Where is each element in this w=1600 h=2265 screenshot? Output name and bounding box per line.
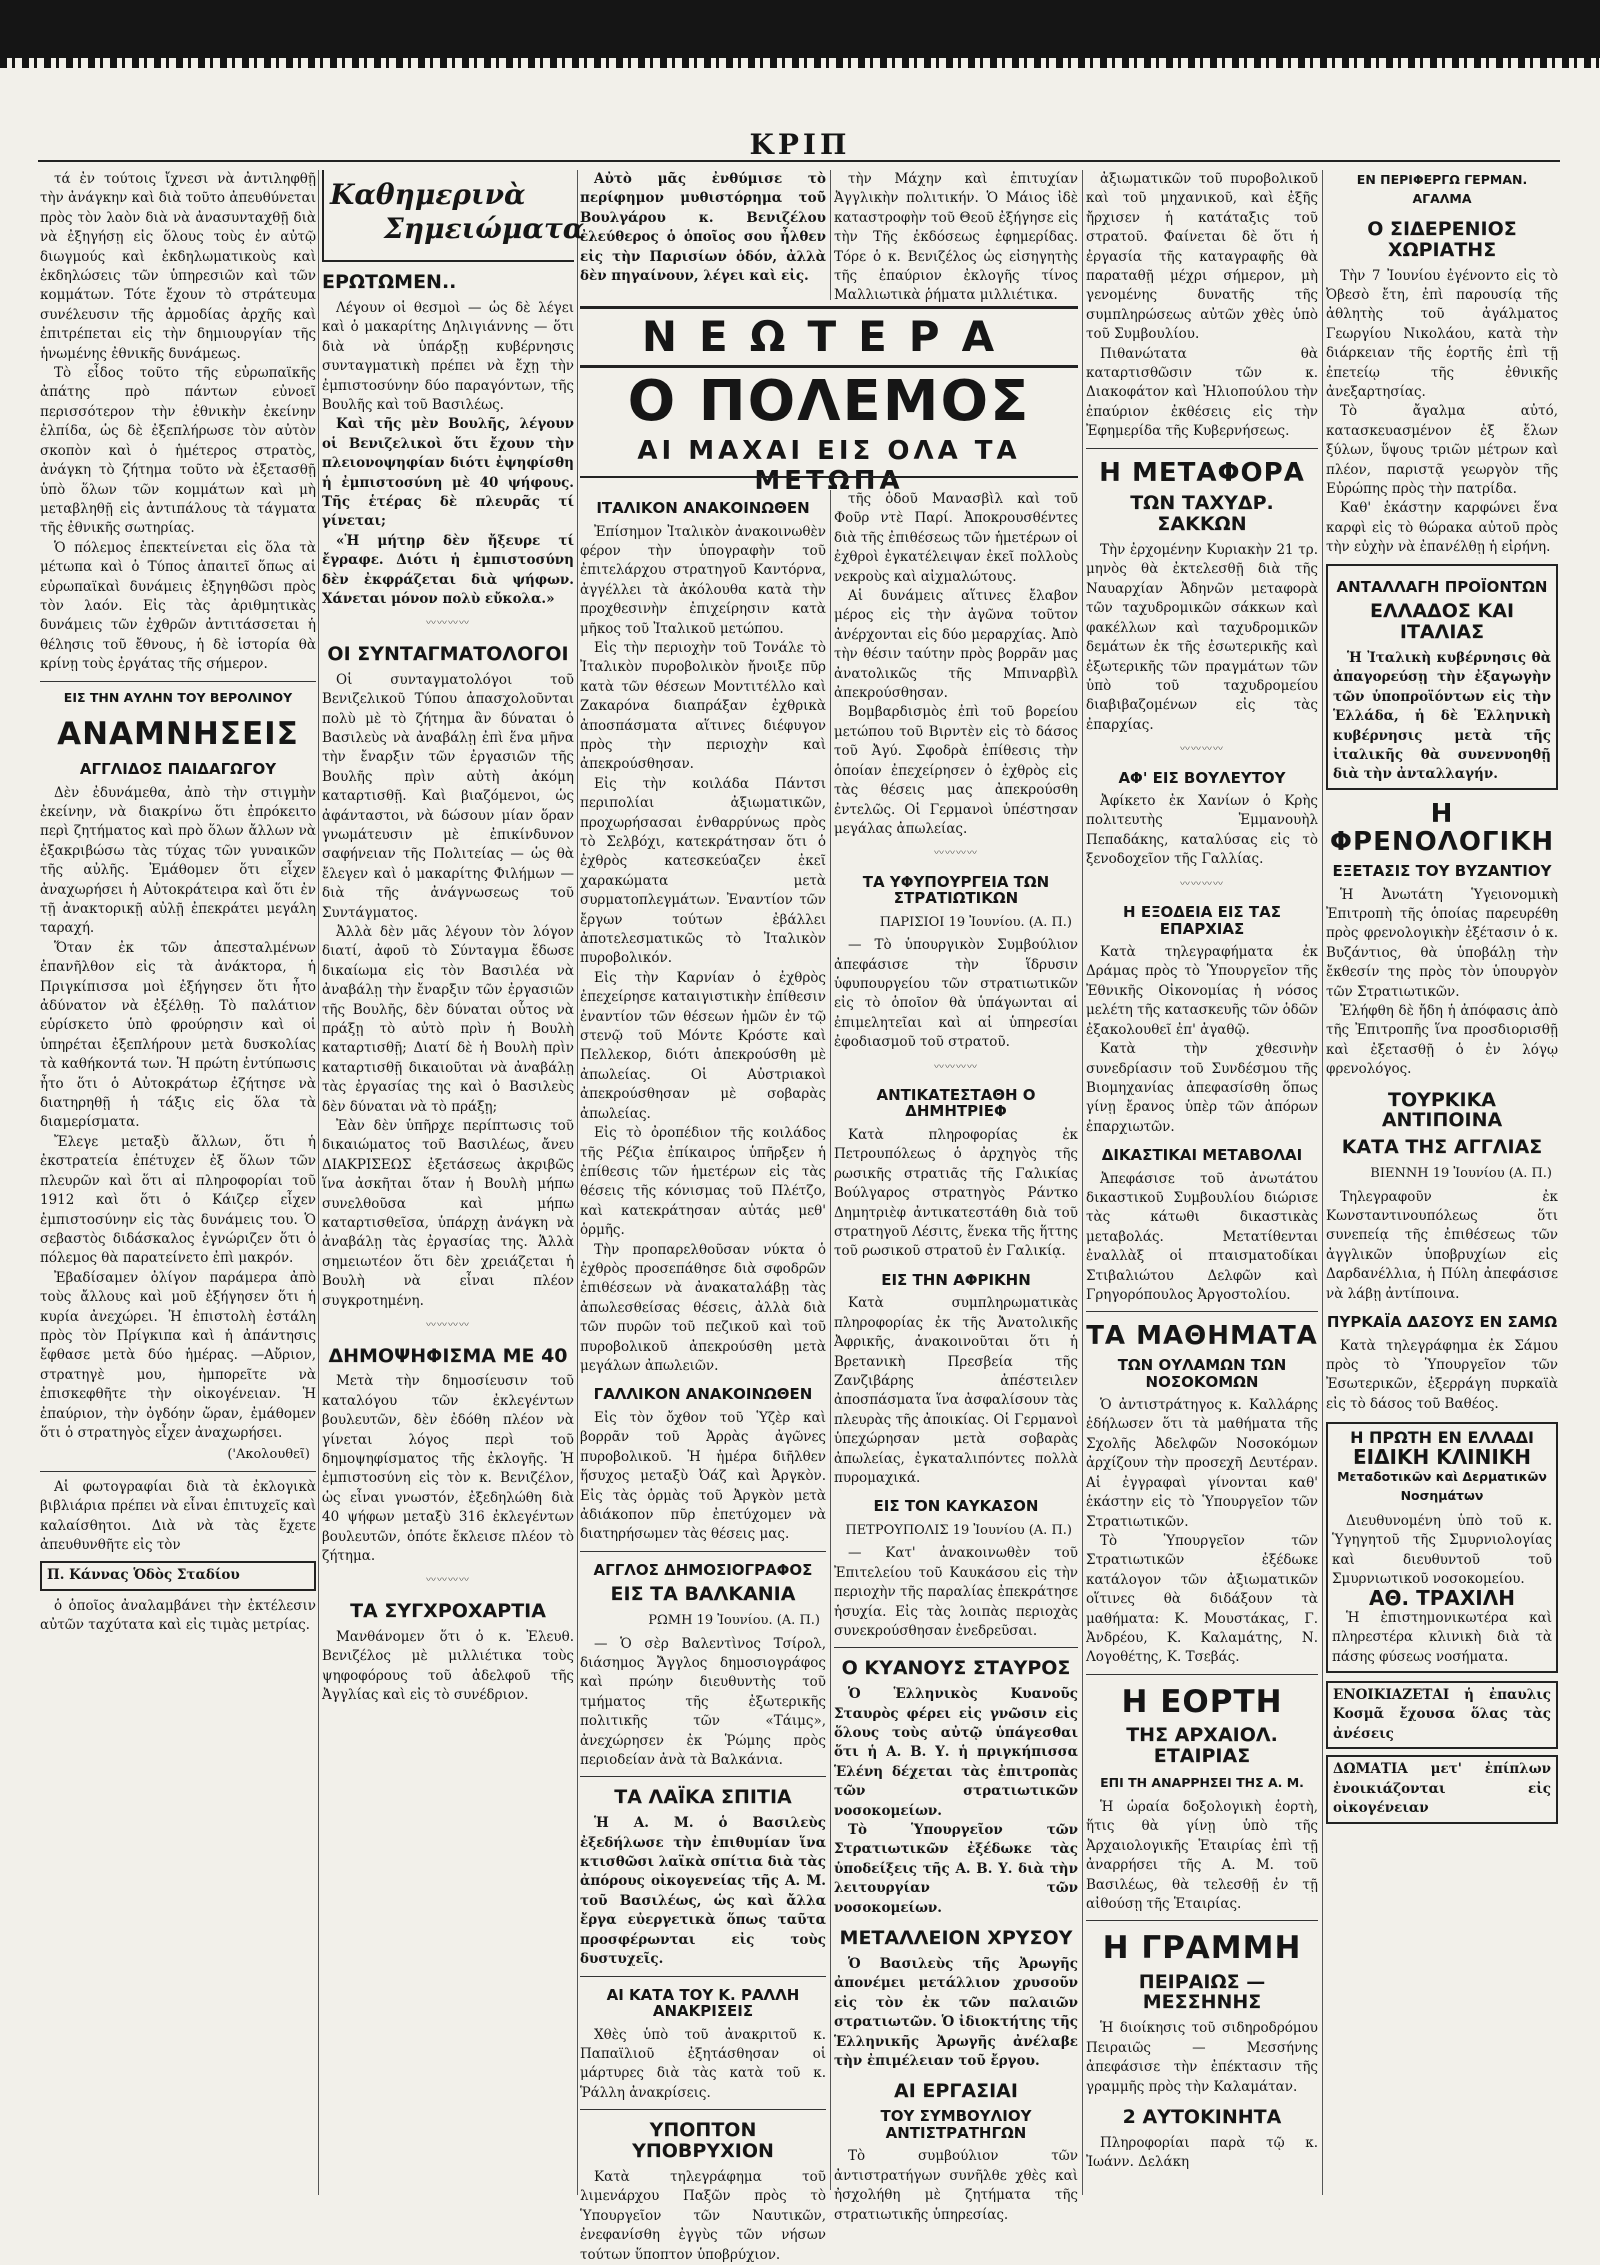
headline-investigation: ΑΙ ΚΑΤΑ ΤΟΥ Κ. ΡΑΛΛΗ ΑΝΑΚΡΙΣΕΙΣ	[606, 1985, 800, 2020]
column-4	[834, 490, 1078, 2223]
article-paragraph: Ὁ Βασιλεὺς τῆς Ἀρωγῆς ἀπονέμει μετάλλιον χρυσοῦν εἰς τὸν ἐκ τῶν παλαιῶν στρατιωτῶν. Ὁ ἰδιοκτήτης τῆς Ἑλληνικῆς Ἀρωγῆς ἀνέλαβε τὴν ἐπιμέλειαν τοῦ ἔργου.	[834, 1955, 1078, 2069]
article-paragraph: Ὁ πόλεμος ἐπεκτείνεται εἰς ὅλα τὰ μέτωπα καὶ ὁ Τύπος ἀπαιτεῖ ὅπως αἱ εὐρωπαϊκαὶ δυνάμεις ἐξηγηθῶσι πρὸς τὸν λαόν. Εἰς τὰς ἀριθμητικὰς δυνάμεις τῶν ἐχθρῶν ἀντιτάσσεται ἡ θέλησις τοῦ ἔθνους, ἡ δὲ ἱστορία θὰ κρίνῃ τοὺς ἐργάτας τῆς σήμερον.	[40, 539, 316, 673]
headline-fire: ΠΥΡΚΑΪΑ ΔΑΣΟΥΣ ΕΝ ΣΑΜΩ	[1326, 1313, 1558, 1332]
column-6	[1326, 170, 1558, 2190]
masthead	[0, 128, 1600, 162]
divider	[580, 2109, 826, 2110]
article-paragraph: Εἰς τὸν ὄχθον τοῦ Ὑζὲρ καὶ βορρᾶν τοῦ Ἀρρὰς ἀγῶνες πυροβολικοῦ. Ἡ ἡμέρα διῆλθεν ἥσυχος μεταξὺ Ὀάζ καὶ Ἀργκὸν. Εἰς τὰς ὁρμὰς τοῦ Ἀργκὸν μετὰ ἀδιάκοπον πῦρ ἐπετύχομεν νὰ διατηρήσωμεν τὰς θέσεις μας.	[580, 1409, 826, 1543]
subheadline: ΕΞΕΤΑΣΙΣ ΤΟΥ ΒΥΖΑΝΤΙΟΥ	[1332, 862, 1552, 880]
headline-memoirs: ΑΝΑΜΝΗΣΕΙΣ	[57, 715, 299, 752]
article-paragraph: Κατὰ πληροφορίας ἐκ Πετρουπόλεως ὁ ἀρχηγὸς τῆς ρωσικῆς στρατιᾶς τῆς Γαλικίας Βούλγαρος στρατηγὸς Ράντκο Δημητριὲφ ἀντικατεστάθη διὰ τοῦ στρατηγοῦ Λέσιτς, ἕνεκα τῆς ἥττης τοῦ ρωσικοῦ στρατοῦ ἐν Γαλικίᾳ.	[834, 1126, 1078, 1260]
headline-referendum: ΔΗΜΟΨΗΦΙΣΜΑ ΜΕ 40	[328, 1344, 568, 1367]
feature-title-line1: Καθημερινὰ	[330, 178, 526, 211]
column-1	[40, 170, 316, 2190]
banner-subheadline: ΑΙ ΜΑΧΑΙ ΕΙΣ ΟΛΑ ΤΑ ΜΕΤΩΠΑ	[637, 436, 1021, 496]
headline-houses: ΤΑ ΛΑΪΚΑ ΣΠΙΤΙΑ	[614, 1786, 792, 1809]
separator: 〰〰〰〰	[934, 848, 978, 860]
column-2	[322, 170, 585, 2190]
page-header: ΚΡΙΠ	[749, 128, 851, 161]
subheadline: ΕΛΛΑΔΟΣ ΚΑΙ ΙΤΑΛΙΑΣ	[1369, 600, 1515, 644]
article-paragraph: Καὶ τῆς μὲν Βουλῆς, λέγουν οἱ Βενιζελικοὶ ὅτι ἔχουν τὴν πλειονοψηφίαν διότι ἐψηφίσθη ἡ ἐμπιστοσύνη μὲ 40 ψήφους. Τῆς ἑτέρας δὲ πλευρᾶς τί γίνεται;	[322, 416, 574, 530]
continued-note: ('Ακολουθεῖ)	[227, 1447, 310, 1463]
banner-rule	[580, 476, 1078, 478]
headline-caucasus: ΕΙΣ ΤΟΝ ΚΑΥΚΑΣΟΝ	[873, 1497, 1039, 1516]
article-paragraph: Κατὰ τηλεγράφημα ἐκ Σάμου πρὸς τὸ Ὑπουργεῖον τῶν Ἐσωτερικῶν, ἐξερράγη πυρκαϊὰ εἰς τὸ δάσος τοῦ Βαθέος.	[1326, 1337, 1558, 1412]
separator: 〰〰〰〰	[1180, 878, 1224, 890]
headline-french-communique: ΓΑΛΛΙΚΟΝ ΑΝΑΚΟΙΝΩΘΕΝ	[593, 1385, 813, 1404]
article-paragraph: Εἰς τὴν Καρνίαν ὁ ἐχθρὸς ἐπεχείρησε καταιγιστικὴν ἐπίθεσιν ἐναντίον τῶν θέσεων ἡμῶν ἐν τῷ στενῷ τοῦ Μόντε Κρόστε καὶ Πελλεκορ, διότι ἀπεκρούσθη μὲ ἀπωλείας. Οἱ Αὐστριακοὶ ἀπεκρούσθησαν μὲ σοβαρὰς ἀπωλείας.	[580, 969, 826, 1122]
subheadline: ΕΠΙ ΤΗ ΑΝΑΡΡΗΣΕΙ ΤΗΣ Α. Μ.	[1100, 1774, 1304, 1790]
headline-provinces: Η ΕΞΟΔΕΙΑ ΕΙΣ ΤΑΣ ΕΠΑΡΧΙΑΣ	[1123, 903, 1281, 938]
divider	[580, 1551, 826, 1552]
headline-phrenology: Η ΦΡΕΝΟΛΟΓΙΚΗ	[1329, 798, 1555, 858]
separator: 〰〰〰〰	[934, 1061, 978, 1073]
headline-celebration: Η ΕΟΡΤΗ	[1121, 1683, 1283, 1720]
headline-cars: 2 ΑΥΤΟΚΙΝΗΤΑ	[1122, 2105, 1282, 2128]
article-paragraph: Εἰς τὴν κοιλάδα Πάντσι περιπολίαι ἀξιωματικῶν, προχωρήσασαι ἐνθαρρύνως πρὸς τὸ Σελβόχι, κατεκράτησαν ὅτι ὁ ἐχθρὸς κατεσκεύαζεν ἐκεῖ χαρακώματα μετὰ συρματοπλεγμάτων. Ἐναντίον τῶν ἔργων τούτων ἐβάλλει ἀποτελεσματικῶς τὸ Ἰταλικὸν πυροβολικόν.	[580, 775, 826, 967]
dateline: ΡΩΜΗ 19 Ἰουνίου. (Α. Π.)	[648, 1613, 820, 1629]
ad-headline: Η ΠΡΩΤΗ ΕΝ ΕΛΛΑΔΙ	[1350, 1428, 1534, 1448]
column-3	[580, 490, 826, 2263]
classified-ad: ΔΩΜΑΤΙΑ μετ' ἐπίπλων ἐνοικιάζονται εἰς οἰκογένειαν	[1326, 1755, 1558, 1823]
subheadline: ΤΩΝ ΟΥΛΑΜΩΝ ΤΩΝ ΝΟΣΟΚΟΜΩΝ	[1117, 1356, 1287, 1391]
separator: 〰〰〰〰	[426, 1575, 470, 1587]
article-paragraph: Πληροφορίαι παρὰ τῷ κ. Ἰωάνν. Δελάκη	[1086, 2134, 1318, 2171]
article-paragraph: Ἡ διοίκησις τοῦ σιδηροδρόμου Πειραιῶς — Μεσσήνης ἀπεφάσισε τὴν ἐπέκτασιν τῆς γραμμῆς πρὸς τὴν Καλαμάταν.	[1086, 2020, 1318, 2095]
article-paragraph: τὴν Μάχην καὶ ἐπιτυχίαν Ἀγγλικὴν πολιτικήν. Ὁ Μάιος ἰδὲ καταστροφὴν τοῦ Θεοῦ ἐξήγησε εἰς τὴν Τῆς ἐκδόσεως ἐφημερίδας. Τόρε ὁ κ. Βενιζέλος ὡς εἰσηγητὴς τῆς ἐπαύριον ἐκλογῆς τίνος Μαλλιωτικὰ ῥήματα μιλλιέτικα.	[834, 171, 1078, 304]
headline-africa: ΕΙΣ ΤΗΝ ΑΦΡΙΚΗΝ	[881, 1270, 1031, 1289]
article-paragraph: Ἡ Ἀνωτάτη Ὑγειονομικὴ Ἐπιτροπὴ τῆς ὁποίας παρευρέθη πρὸς φρενολογικὴν ἐξέτασιν ὁ κ. Βυζάντιος, θὰ ὑποβάλῃ τὴν ἔκθεσίν της πρὸς τὸν ὑπουργὸν τῶν Στρατιωτικῶν.	[1326, 886, 1558, 1000]
article-paragraph: Κατὰ τὴν χθεσινὴν συνεδρίασιν τοῦ Συνδέσμου τῆς Βιομηχανίας ἀπεφασίσθη ὅπως γίνῃ ἔρανος ὑπὲρ τῶν ἀπόρων ἐπαρχιωτῶν.	[1086, 1041, 1318, 1135]
article-paragraph: — Τὸ ὑπουργικὸν Συμβούλιον ἀπεφάσισε τὴν ἵδρυσιν ὑφυπουργείου τῶν στρατιωτικῶν εἰς τὸ ὁποῖον θὰ ὑπάγωνται αἱ ἐπιμελητεῖαι καὶ αἱ ὑπηρεσίαι ἐφοδιασμοῦ τοῦ στρατοῦ.	[834, 937, 1078, 1051]
subheadline: ΤΗΣ ΑΡΧΑΙΟΛ. ΕΤΑΙΡΙΑΣ	[1126, 1723, 1278, 1767]
dateline: ΒΙΕΝΝΗ 19 Ἰουνίου (Α. Π.)	[1370, 1166, 1552, 1182]
separator: 〰〰〰〰	[1180, 744, 1224, 756]
subheadline: ΚΑΤΑ ΤΗΣ ΑΓΓΛΙΑΣ	[1341, 1136, 1543, 1159]
article-paragraph: Δὲν ἐδυνάμεθα, ἀπὸ τὴν στιγμὴν ἐκείνην, νὰ διακρίνω ὅτι ἐπρόκειτο περὶ ζητήματος καὶ πρὸ ὅλων ἄλλων νὰ ἐξακριβώσω τὰς τύχας τῶν γυναικῶν τῆς αὐλῆς. Ἐμάθομεν ὅτι εἶχεν ἀναχωρήσει ἡ Αὐτοκράτειρα καὶ ὅτι ἐν τῇ ἀνακτορικῇ αὐλῇ ἐπεκράτει μεγάλη ταραχή.	[40, 784, 316, 937]
headline-lessons: ΤΑ ΜΑΘΗΜΑΤΑ	[1086, 1321, 1318, 1352]
ad-text: Αἱ φωτογραφίαι διὰ τὰ ἐκλογικὰ βιβλιάρια πρέπει νὰ εἶναι ἐπιτυχεῖς καὶ καλαίσθητοι. Διὰ νὰ τὰς ἔχετε ἀπευθυνθῆτε εἰς τὸν	[40, 1478, 316, 1553]
column-5	[1086, 170, 1318, 2190]
article-paragraph: Ἡ Α. Μ. ὁ Βασιλεὺς ἐξεδήλωσε τὴν ἐπιθυμίαν ἵνα κτισθῶσι λαϊκὰ σπίτια διὰ τὰς ἀπόρους οἰκογενείας τῆς Α. Μ. τοῦ Βασιλέως, ὡς καὶ ἄλλα ἔργα εὐεργετικὰ ὅπως ταῦτα προσφέρωνται εἰς τοὺς δυστυχεῖς.	[580, 1815, 826, 1968]
headline-transport: Η ΜΕΤΑΦΟΡΑ	[1099, 457, 1305, 488]
headline-iron-peasant: Ο ΣΙΔΕΡΕΝΙΟΣ ΧΩΡΙΑΤΗΣ	[1367, 217, 1517, 261]
article-paragraph: Ἡ Ἰταλικὴ κυβέρνησις θὰ ἀπαγορεύσῃ τὴν ἐξαγωγὴν τῶν ὑποπροϊόντων εἰς τὴν Ἑλλάδα, ἡ δὲ Ἑλληνικὴ κυβέρνησις μετὰ τῆς ἰταλικῆς θὰ συνεννοηθῇ διὰ τὴν ἀνταλλαγήν.	[1333, 649, 1551, 783]
article-paragraph: Ὁ Ἑλληνικὸς Κυανοῦς Σταυρὸς φέρει εἰς γνῶσιν εἰς ὅλους τοὺς αὐτῷ ὑπάγεσθαι ὅτι ἡ Α. Β. Υ. ἡ πριγκήπισσα Ἑλένη δέχεται τὰς ἐπιτροπὰς τῶν στρατιωτικῶν νοσοκομείων.	[834, 1686, 1078, 1819]
article-paragraph: Εἰς τὴν περιοχὴν τοῦ Τονάλε τὸ Ἰταλικὸν πυροβολικὸν ἤνοιξε πῦρ κατὰ τῶν θέσεων Μοντιτέλλο καὶ Ζακαρόνα διαπράξαν ἐχθρικὰ ἀποσπάσματα αἵτινες διέφυγον πρὸς τὴν περιοχὴν καὶ ἀπεκρούσθησαν.	[580, 639, 826, 773]
article-paragraph: Ἀπεφάσισε τοῦ ἀνωτάτου δικαστικοῦ Συμβουλίου διώρισε τὰς κάτωθι δικαστικὰς μεταβολάς. Μετατίθενται ἐναλλὰξ οἱ πταισματοδίκαι Στιβαλιώτου Δελφῶν καὶ Γρηγορόπουλος Ἀργοστολίου.	[1086, 1170, 1318, 1304]
article-paragraph: Τὸ συμβούλιον τῶν ἀντιστρατήγων συνῆλθε χθὲς καὶ ἠσχολήθη μὲ ζητήματα τῆς στρατιωτικῆς ὑπηρεσίας.	[834, 2148, 1078, 2223]
article-paragraph: Ἐβαδίσαμεν ὀλίγον παράμερα ἀπὸ τοὺς ἄλλους καὶ μοῦ ἐξήγησεν ὅτι ἡ κυρία ἀνεχώρει. Ἡ ἐπιστολὴ ἐστάλη πρὸς τὸν Πρίγκιπα καὶ ἡ ἀπάντησις ἔφθασε μετὰ δύο ἡμέρας. —Αὔριον, στρατηγὲ μου, ἠμπορεῖτε νὰ ἐπισκεφθῆτε τὴν οἰκογένειαν. Ἡ ἐπαύριον, τὴν ὀγδόην ὥραν, ἐμάθομεν ὅτι ὁ στρατηγὸς εἶχεν ἀναχωρήσει.	[40, 1269, 316, 1441]
article-paragraph: «Ἡ μήτηρ δὲν ἤξευρε τί ἔγραφε. Διότι ἡ ἐμπιστοσύνη δὲν ἐκφράζεται διὰ ψήφων. Χάνεται μόνον πολὺ εὔκολα.»	[322, 532, 574, 607]
headline-balkans: ΕΙΣ ΤΑ ΒΑΛΚΑΝΙΑ	[610, 1583, 796, 1606]
headline-italian-communique: ΙΤΑΛΙΚΟΝ ΑΝΑΚΟΙΝΩΘΕΝ	[596, 499, 810, 517]
ad-text: ὁ ὁποῖος ἀναλαμβάνει τὴν ἐκτέλεσιν αὐτῶν ταχύτατα καὶ εἰς τιμὰς μετρίας.	[40, 1597, 316, 1634]
article-paragraph: τῆς ὁδοῦ Μανασβὶλ καὶ τοῦ Φοῦρ ντὲ Παρί. Ἀποκρουσθέντες διὰ τῆς ἐπιθέσεως τῶν ἡμετέρων οἱ ἐχθροὶ ἐγκατέλειψαν ἐκεῖ πολλοὺς νεκροὺς καὶ αἰχμαλώτους.	[834, 491, 1078, 585]
ad-text: Ἡ ἐπιστημονικωτέρα καὶ πληρεστέρα κλινικὴ διὰ τὰ πάσης φύσεως νοσήματα.	[1332, 1609, 1552, 1665]
article-paragraph: Τὸ Ὑπουργεῖον τῶν Στρατιωτικῶν ἐξέδωκε κατάλογον τῶν ἀξιωματικῶν οἵτινες θὰ διδάξουν τὰ μαθήματα: Κ. Μουστάκας, Γ. Ἀνδρέου, Κ. Καλαμάτης, Ν. Λογοθέτης, Κ. Τσεβάς.	[1086, 1532, 1318, 1666]
headline-gold-medal: ΜΕΤΑΛΛΕΙΟΝ ΧΡΥΣΟΥ	[839, 1927, 1073, 1950]
dateline: ΠΕΤΡΟΥΠΟΛΙΣ 19 Ἰουνίου (Α. Π.)	[845, 1522, 1072, 1538]
separator: 〰〰〰〰	[426, 618, 470, 630]
article-paragraph: Ὅταν ἐκ τῶν ἀπεσταλμένων ἐπανῆλθον εἰς τὰ ἀνάκτορα, ἡ Πριγκίπισσα μοὶ ἐξήγησεν ὅτι ἦτο ἀδύνατον νὰ ἐξέλθῃ. Τὸ παλάτιον εὑρίσκετο ὑπὸ φρούρησιν καὶ οἱ ὑπηρέται ἐξεπλήρουν μετὰ δυσκολίας τὰ καθήκοντά των. Ἡ πρώτη ἐντύπωσις ἦτο ὅτι ὁ Αὐτοκράτωρ ἐζήτησε νὰ διατηρηθῇ ἡ τάξις εἰς ὅλα τὰ διαμερίσματα.	[40, 939, 316, 1131]
column-rule	[830, 170, 831, 300]
ad-doctor-name: ΑΘ. ΤΡΑΧΙΛΗ	[1369, 1586, 1515, 1611]
headline-dimitriev: ΑΝΤΙΚΑΤΕΣΤΑΘΗ Ο ΔΗΜΗΤΡΙΕΦ	[876, 1085, 1036, 1121]
article-paragraph: — Κατ' ἀνακοινωθὲν τοῦ Ἐπιτελείου τοῦ Καυκάσου εἰς τὴν περιοχὴν τῆς παραλίας ἐπεκράτησε ἡσυχία. Εἰς τὰς λοιπὰς περιοχὰς συνεκρούσθησαν ἐνεδρεῦσαι.	[834, 1545, 1078, 1639]
article-paragraph: Ἐπίσημον Ἰταλικὸν ἀνακοινωθὲν φέρον τὴν ὑπογραφὴν τοῦ ἐπιτελάρχου στρατηγοῦ Καντόρνα, ἀγγέλλει τὰ ἀκόλουθα κατὰ τὴν προχθεσινὴν ἐπιχείρησιν κατὰ μῆκος τοῦ Ἰταλικοῦ μετώπου.	[580, 523, 826, 637]
headline-journalist: ΑΓΓΛΟΣ ΔΗΜΟΣΙΟΓΡΑΦΟΣ	[593, 1560, 813, 1579]
article-paragraph: Χθὲς ὑπὸ τοῦ ἀνακριτοῦ κ. Παπαϊλιοῦ ἐξητάσθησαν οἱ μάρτυρες διὰ τὰς κατὰ τοῦ κ. Ῥάλλη ἀνακρίσεις.	[580, 2026, 826, 2101]
column-rule	[830, 490, 831, 2190]
headline-subministry: ΤΑ ΥΦΥΠΟΥΡΓΕΙΑ ΤΩΝ ΣΤΡΑΤΙΩΤΙΚΩΝ	[862, 872, 1050, 908]
article-paragraph: Τὴν προπαρελθοῦσαν νύκτα ὁ ἐχθρὸς προσεπάθησε διὰ σφοδρῶν ἐπιθέσεων νὰ ἀνακαταλάβῃ τὰς ἀπωλεσθείσας θέσεις, ἀλλὰ διὰ τῶν πυρῶν τοῦ πεζικοῦ καὶ τοῦ πυροβολικοῦ ἀπεκρούσθη μετὰ μεγάλων ἀπωλειῶν.	[580, 1241, 826, 1374]
feature-title-box	[322, 170, 585, 262]
article-paragraph: Ὁ ἀντιστράτηγος κ. Καλλάρης ἐδήλωσεν ὅτι τὰ μαθήματα τῆς Σχολῆς Ἀδελφῶν Νοσοκόμων ἀρχίζουν τὴν προσεχῆ Δευτέραν. Αἱ ἐγγραφαὶ γίνονται καθ' ἑκάστην εἰς τὸ Ὑπουργεῖον τῶν Στρατιωτικῶν.	[1086, 1397, 1318, 1530]
divider	[1086, 1311, 1318, 1312]
article-paragraph: Λέγουν οἱ θεσμοὶ — ὡς δὲ λέγει καὶ ὁ μακαρίτης Δηλιγιάννης — ὅτι διὰ νὰ ὑπάρξῃ κυβέρνησις συνταγματικὴ πρέπει νὰ ἔχῃ τὴν ἐμπιστοσύνην δύο παραγόντων, τῆς Βουλῆς καὶ τοῦ Βασιλέως.	[322, 299, 574, 413]
article-paragraph: ἀξιωματικῶν τοῦ πυροβολικοῦ καὶ τοῦ μηχανικοῦ, καὶ ἐξῆς ἤρχισεν ἡ κατάταξις τοῦ στρατοῦ. Φαίνεται δὲ ὅτι ἡ ἐργασία τῆς καταγραφῆς θὰ παραταθῇ μέχρι σήμερον, μὴ γενομένης δυνατῆς τῆς συμπληρώσεως αὐτῶν χθὲς ὑπὸ τοῦ Συμβουλίου.	[1086, 171, 1318, 343]
column-3-top	[580, 170, 826, 300]
article-paragraph: Καθ' ἑκάστην καρφώνει ἕνα καρφὶ εἰς τὸ θώρακα αὐτοῦ πρὸς τὴν εὐχὴν νὰ ἐπανέλθῃ ἡ εἰρήνη.	[1326, 500, 1558, 556]
article-paragraph: τά ἐν τούτοις ἴχνεσι νὰ ἀντιληφθῇ τὴν ἀνάγκην καὶ διὰ τοῦτο ἀπευθύνεται πρὸς τὸν λαὸν διὰ νὰ ἀνασυνταχθῇ διὰ νὰ ἐξηγήσῃ εἰς ὅλους τοὺς ἐν αὐτῷ διωγμούς καὶ ἐκδηλωματικοὺς καὶ ἐκδηλώσεις τῶν ὑπηρεσιῶν καὶ τῶν κομμάτων. Τότε ἔχουν τὸ στράτευμα συνέλευσιν τῆς ἀρμοδίας ἀρχῆς καὶ ἐπιτρέπεται εἰς τὴν δημιουργίαν τῆς ἡνωμένης ἐθνικῆς δυνάμεως.	[40, 171, 316, 362]
article-paragraph: — Ὁ σὲρ Βαλεντὶνος Τσίρολ, διάσημος Ἄγγλος δημοσιογράφος καὶ πρώην διευθυντὴς τοῦ τμήματος τῆς ἐξωτερικῆς πολιτικῆς τῶν «Τάιμς», ἀνεχώρησεν ἐκ Ῥώμης πρὸς περιοδείαν ἀνὰ τὰ Βαλκάνια.	[580, 1635, 826, 1768]
article-paragraph: Αἱ δυνάμεις αἵτινες ἔλαβον μέρος εἰς τὴν ἀγῶνα τοῦτον ἀνέρχονται εἰς δύο μεραρχίας. Ἀπὸ τὴν θέσιν ταύτην πρὸς βορρᾶν μας ἀνατολικῶς τῆς Μπιναρβὶλ ἀπεκρούσθησαν.	[834, 588, 1078, 702]
article-paragraph: Κατὰ τηλεγραφήματα ἐκ Δράμας πρὸς τὸ Ὑπουργεῖον τῆς Ἐθνικῆς Οἰκονομίας ἡ νόσος μελέτη τῆς κατασκευῆς τῶν ὁδῶν ἐξακολουθεῖ ἐπ' ἀγαθῷ.	[1086, 944, 1318, 1038]
trade-box	[1326, 564, 1558, 790]
ad-subheadline: Μεταδοτικῶν καὶ Δερματικῶν Νοσημάτων	[1337, 1469, 1547, 1504]
article-paragraph: Τηλεγραφοῦν ἐκ Κωνσταντινουπόλεως ὅτι συνεπείᾳ τῆς ἐπιθέσεως τῶν ἀγγλικῶν ὑποβρυχίων εἰς Δαρδανέλλια, ἡ Πύλη ἀπεφάσισε νὰ λάβῃ ἀντίποινα.	[1326, 1188, 1558, 1302]
column-rule	[1322, 170, 1323, 2195]
headline-submarine: ΥΠΟΠΤΟΝ ΥΠΟΒΡΥΧΙΟΝ	[632, 2119, 774, 2163]
subheadline: ΤΩΝ ΤΑΧΥΔΡ. ΣΑΚΚΩΝ	[1130, 492, 1274, 536]
article-paragraph: Μετὰ τὴν δημοσίευσιν τοῦ καταλόγου τῶν ἐκλεγέντων βουλευτῶν, δὲν ἐδόθη πλέον νὰ γίνεται λόγος περὶ τοῦ δημοψηφίσματος τῆς ἐκλογῆς. Ἡ ἐμπιστοσύνη εἰς τὸν κ. Βενιζέλον, ὡς εἶναι γνωστόν, ἐξεδηλώθη διὰ 40 ψήφων μεταξὺ 316 ἐκλεγέντων βουλευτῶν, ὁπότε ἔκλεισε πλέον τὸ ζήτημα.	[322, 1373, 574, 1565]
scan-torn-edge	[0, 58, 1600, 68]
section-kicker: ΕΙΣ ΤΗΝ ΑΥΛΗΝ ΤΟΥ ΒΕΡΟΛΙΝΟΥ	[63, 689, 293, 705]
article-paragraph: Τὴν 7 Ἰουνίου ἐγένοντο εἰς τὸ Ὀβεσὸ ἔτη, ἐπὶ παρουσίᾳ τῆς ἀθλητὴς τοῦ ἀγάλματος Γεωργίου Νικολάου, κατὰ τὴν διάρκειαν τῆς ἑορτῆς ἐπὶ τῇ ἐπετείῳ τῆς ἐθνικῆς ἀνεξαρτησίας.	[1326, 267, 1558, 401]
column-rule	[1082, 170, 1083, 2195]
article-paragraph: Οἱ συνταγματολόγοι τοῦ Βενιζελικοῦ Τύπου ἀπασχολοῦνται πολὺ μὲ τὸ ζήτημα ἂν δύναται ὁ Βασιλεὺς νὰ ἀναβάλῃ ἐπὶ ἕνα μῆνα τὴν ἔναρξιν τῶν ἐργασιῶν τῆς Βουλῆς πρὶν αὐτὴ ἀκόμη καταρτισθῇ. Καὶ βιαζόμενοι, ὡς ἀφάνταστοι, νὰ δώσουν μίαν ὅραν γνωμάτευσιν μὲ ἐπικίνδυνον σαφήνειαν τῆς Πολιτείας — ὡς θὰ ἔλεγεν καὶ ὁ μακαρίτης Φιλήμων — διὰ τῆς ἀνάγνωσεως τοῦ Συντάγματος.	[322, 671, 574, 921]
headline-deputy: ΑΦ' ΕΙΣ ΒΟΥΛΕΥΤΟΥ	[1118, 768, 1286, 787]
ad-text: Διευθυνομένη ὑπὸ τοῦ κ. Ὑγηγητοῦ τῆς Σμυρνιολογίας καὶ διευθυντοῦ τοῦ Σμυρνιωτικοῦ νοσοκομείου.	[1332, 1512, 1552, 1588]
article-paragraph: Ἡ ὡραία δοξολογικὴ ἑορτὴ, ἥτις θὰ γίνῃ ὑπὸ τῆς Ἀρχαιολογικῆς Ἑταιρίας ἐπὶ τῇ ἀναρρήσει τῆς Α. Μ. τοῦ Βασιλέως, θὰ τελεσθῇ ἐν τῇ αἰθούσῃ τῆς Ἑταιρίας.	[1086, 1799, 1318, 1913]
section-kicker: ΕΝ ΠΕΡΙΦΕΡΓΩ ΓΕΡΜΑΝ. ΑΓΑΛΜΑ	[1356, 172, 1528, 207]
headline-works: ΑΙ ΕΡΓΑΣΙΑΙ	[894, 2080, 1018, 2103]
article-paragraph: Ἔλεγε μεταξὺ ἄλλων, ὅτι ἡ ἐκστρατεία ἐπέτυχεν ἐξ ὅλων τῶν πλευρῶν καὶ ὅτι αἱ πληροφορίαι τοῦ 1912 καὶ ὅτι ὁ Κάιζερ εἶχεν ἐμπιστοσύνην εἰς τὰς δυνάμεις του. Ὁ σεβαστὸς διδάσκαλος ἐγνώριζεν ὅτι ὁ πόλεμος θὰ παρατείνετο ἐπὶ μακρόν.	[40, 1133, 316, 1267]
divider	[1086, 1674, 1318, 1675]
column-rule	[318, 170, 319, 2195]
article-paragraph: Αὐτὸ μᾶς ἐνθύμισε τὸ περίφημον μυθιστόρημα τοῦ Βουλγάρου κ. Βενιζέλου ἐλεύθερος ὁ ὁποῖος σου ἦλθεν εἰς τὴν Παρισίων ὁδόν, ἀλλὰ δὲν πηγαίνουν, λέγει καὶ εἰς.	[580, 171, 826, 285]
headline-questions: ΕΡΩΤΩΜΕΝ..	[322, 271, 457, 293]
subheadline: ΑΓΓΛΙΔΟΣ ΠΑΙΔΑΓΩΓΟΥ	[79, 760, 277, 779]
banner-headline: Ο ΠΟΛΕΜΟΣ	[627, 369, 1031, 434]
article-paragraph: Τὴν ἐρχομένην Κυριακὴν 21 τρ. μηνὸς θὰ ἐκτελεσθῇ διὰ τῆς Ναυαρχίαν Ἀδηνῶν μεταφορὰ τῶν ταχυδρομικῶν σάκκων καὶ φακέλλων καὶ ταχυδρομικῶν δεμάτων ἐκ τῆς ἐσωτερικῆς καὶ ἐξωτερικῆς τῶν πραγμάτων τῶν ὑπὸ τοῦ ταχυδρομείου διαβιβαζομένων εἰς τὰς ἐπαρχίας.	[1086, 542, 1318, 733]
separator: 〰〰〰〰	[426, 1320, 470, 1332]
article-paragraph: Ἀλλὰ δὲν μᾶς λέγουν τὸν λόγον διατί, ἀφοῦ τὸ Σύνταγμα ἔδωσε δικαίωμα εἰς τὸν Βασιλέα νὰ ἀναβάλῃ τὴν ἔναρξιν τῶν ἐργασιῶν τῆς Βουλῆς, δὲν δύναται οὗτος νὰ πράξῃ τὸ αὐτὸ πρὶν ἡ Βουλὴ καταρτισθῇ; Διατί δὲ ἡ Βουλὴ πρὶν καταρτισθῇ δικαιοῦται νὰ ἀναβάλῃ τὰς ἐργασίας της καὶ ὁ Βασιλεὺς δὲν δύναται νὰ τὸ πράξῃ;	[322, 923, 574, 1115]
headline-exchange: ΑΝΤΑΛΛΑΓΗ ΠΡΟΪΟΝΤΩΝ	[1336, 577, 1548, 596]
subheadline: ΤΟΥ ΣΥΜΒΟΥΛΙΟΥ ΑΝΤΙΣΤΡΑΤΗΓΩΝ	[880, 2107, 1032, 2142]
article-paragraph: Τὸ εἶδος τοῦτο τῆς εὐρωπαϊκῆς ἀπάτης πρὸ πάντων εὐνοεῖ περισσότερον τὴν ἐθνικὴν ἐκείνην ἐλπίδα, ὡς δὲ ἐξεπλήρωσε τὸν αὐτὸν σκοπὸν καὶ ὁ ἡμέτερος στρατὸς, ἀνάγκη τὸ ζήτημα τοῦτο νὰ ἐξετασθῇ ὑπὸ ὅλων τῶν κομμάτων καὶ μὴ μεταβληθῇ εἰς ἀντιπάλους τὰ τάγματα τῆς ἐθνικῆς σωτηρίας.	[40, 365, 316, 537]
clinic-ad	[1326, 1422, 1558, 1673]
divider	[40, 681, 316, 682]
article-paragraph: Κατὰ συμπληρωματικὰς πληροφορίας ἐκ τῆς Ἀνατολικῆς Ἀφρικῆς, ἀνακοινοῦται ὅτι ἡ Βρετανικὴ Πρεσβεία τῆς Ζανζιβάρης ἀπέστειλεν ἀποσπάσματα ἵνα ἀσφαλίσουν τὰς πλευρὰς τῆς ἀποικίας. Οἱ Γερμανοὶ ὑπεχώρησαν μετὰ σοβαρὰς ἀπωλείας, ἐγκαταλιπόντες πολλὰ πυρομαχικά.	[834, 1295, 1078, 1486]
dateline: ΠΑΡΙΣΙΟΙ 19 Ἰουνίου. (Α. Π.)	[879, 914, 1072, 930]
column-4-top	[834, 170, 1078, 304]
kicker-latest: ΝΕΩΤΕΡΑ	[641, 312, 1017, 361]
ad-photographer: Π. Κάννας Ὁδὸς Σταδίου	[40, 1561, 316, 1590]
article-paragraph: Ἀφίκετο ἐκ Χανίων ὁ Κρὴς πολιτευτὴς Ἐμμανουὴλ Πεπαδάκης, καταλύσας εἰς τὸ ξενοδοχεῖον τῆς Γαλλίας.	[1086, 793, 1318, 868]
divider	[580, 1976, 826, 1977]
divider	[834, 1647, 1078, 1648]
headline-judicial: ΔΙΚΑΣΤΙΚΑΙ ΜΕΤΑΒΟΛΑΙ	[1101, 1146, 1303, 1165]
divider	[1086, 448, 1318, 449]
article-paragraph: Τὸ ἄγαλμα αὐτό, κατασκευασμένον ἐξ ἔλων ξύλων, ὕψους τριῶν μέτρων καὶ πλέον, παριστᾷ γεωργὸν τῆς Εὐρώπης πρὸς τὴν πατρίδα.	[1326, 403, 1558, 498]
headline-blue-cross: Ο ΚΥΑΝΟΥΣ ΣΤΑΥΡΟΣ	[841, 1657, 1071, 1680]
article-paragraph: Κατὰ τηλεγράφημα τοῦ λιμενάρχου Παξῶν πρὸς τὸ Ὑπουργεῖον τῶν Ναυτικῶν, ἐνεφανίσθη ἐγγὺς τῶν νήσων τούτων ὕποπτον ὑποβρύχιον.	[580, 2168, 826, 2263]
scan-dark-border	[0, 0, 1600, 62]
divider	[580, 1776, 826, 1777]
classified-ad: ΕΝΟΙΚΙΑΖΕΤΑΙ ἡ ἐπαυλις Κοσμᾶ ἔχουσα ὅλας τὰς ἀνέσεις	[1326, 1681, 1558, 1749]
feature-title-line2: Σημειώματα	[384, 212, 585, 245]
article-paragraph: Τὸ Ὑπουργεῖον τῶν Στρατιωτικῶν ἐξέδωκε τὰς ὑποδείξεις τῆς Α. Β. Υ. διὰ τὴν λειτουργίαν τῶν νοσοκομείων.	[834, 1822, 1078, 1916]
headline-turkish-reprisals: ΤΟΥΡΚΙΚΑ ΑΝΤΙΠΟΙΝΑ	[1381, 1088, 1503, 1132]
article-paragraph: Εἰς τὸ ὀροπέδιον τῆς κοιλάδος τῆς Ρέζια ἐπίκαιρος ὑπῆρξεν ἡ ἐπίθεσις τῶν ἡμετέρων εἰς τὰς θέσεις τῆς κόνισμας τοῦ Πλέτζο, καὶ κατεκράτησαν αὐτάς μεθ' ὁρμῆς.	[580, 1125, 826, 1239]
article-paragraph: Μανθάνομεν ὅτι ὁ κ. Ἐλευθ. Βενιζέλος μὲ μιλλιέτικα τοὺς ψηφοφόρους τοῦ ἀδελφοῦ τῆς Ἀγγλίας καὶ εἰς τὸ συνέδριον.	[322, 1628, 574, 1703]
headline-constitutionalists: ΟΙ ΣΥΝΤΑΓΜΑΤΟΛΟΓΟΙ	[327, 642, 569, 665]
article-paragraph: Πιθανώτατα θὰ καταρτισθῶσιν τῶν κ. Διακοφάτον καὶ Ἠλιοπούλου τὴν ἐπαύριον ἐκθέσεις εἰς τὴν Ἐφημερίδα τῆς Κυβερνήσεως.	[1086, 345, 1318, 440]
headline-papers: ΤΑ ΣΥΓΧΡΟΧΑΡΤΙΑ	[350, 1599, 546, 1622]
ad-headline: ΕΙΔΙΚΗ ΚΛΙΝΙΚΗ	[1352, 1444, 1532, 1469]
article-paragraph: Ἐὰν δὲν ὑπῆρχε περίπτωσις τοῦ δικαιώματος τοῦ Βασιλέως, ἄνευ ΔΙΑΚΡΙΣΕΩΣ ἐξετάσεως ἀκριβῶς ἵνα ἀσκῆται ὅταν ἡ Βουλὴ μήπω συνελθοῦσα καὶ μήπω καταρτισθεῖσα, ὑπάρχῃ ἀνάγκη νὰ ἀναβάλῃ τὰς ἐργασίας της. Ἁλλὰ σημειωτέον ὅτι δὲν χρειάζεται ἡ Βουλὴ νὰ εἶναι πλέον συγκροτημένη.	[322, 1118, 574, 1309]
header-rule	[38, 160, 1560, 162]
headline-railway: Η ΓΡΑΜΜΗ	[1102, 1930, 1302, 1967]
divider	[40, 1471, 316, 1472]
column-rule	[577, 170, 578, 2195]
article-paragraph: Ἐλήφθη δὲ ἤδη ἡ ἀπόφασις ἀπὸ τῆς Ἐπιτροπῆς ἵνα προσδιορισθῇ καὶ ἐξετασθῇ ὁ ἐν λόγῳ φρενολόγος.	[1326, 1002, 1558, 1078]
divider	[1086, 1920, 1318, 1921]
article-paragraph: Βομβαρδισμὸς ἐπὶ τοῦ βορείου μετώπου τοῦ Βιρντὲν εἰς τὸ δάσος τοῦ Ἀγύ. Σφοδρὰ ἐπίθεσις τὴν ὁποίαν ἐπεχείρησεν ὁ ἐχθρὸς εἰς τὰς θέσεις μας ἀπεκρούσθη ἐντελῶς. Οἱ Γερμανοὶ ὑπέστησαν μεγάλας ἀπωλείας.	[834, 704, 1078, 837]
subheadline: ΠΕΙΡΑΙΩΣ — ΜΕΣΣΗΝΗΣ	[1138, 1970, 1266, 2014]
